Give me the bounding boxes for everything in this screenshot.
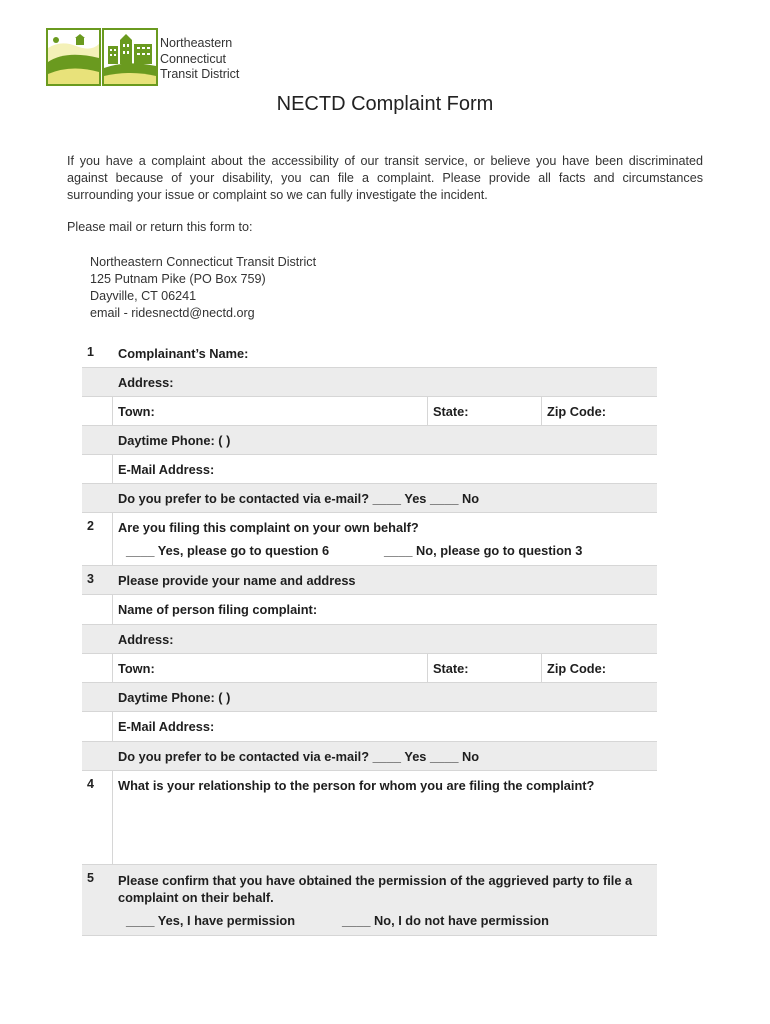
q3-name-row[interactable] [82,595,657,625]
field-label: Do you prefer to be contacted via e-mail? ____ Yes ____ No [118,749,480,764]
org-name [160,36,239,83]
address-line: 125 Putnam Pike (PO Box 759) [90,272,266,286]
q1-address-row[interactable] [82,368,657,397]
field-label: Complainant’s Name: [118,346,249,361]
field-label: Daytime Phone: ( ) [118,690,231,705]
q1-phone-row[interactable] [82,426,657,455]
q3-address-row[interactable] [82,625,657,654]
page-title: NECTD Complaint Form [276,93,494,115]
field-label: Name of person filing complaint: [118,602,318,617]
question-number: 3 [87,572,94,586]
question-text: What is your relationship to the person for whom you are filing the complaint? [118,778,595,793]
option-no[interactable]: ____ No, I do not have permission [342,913,549,928]
address-line: email - ridesnectd@nectd.org [90,306,255,320]
field-label: Daytime Phone: ( ) [118,433,231,448]
mail-instruction: Please mail or return this form to: [67,220,253,234]
cell-divider [427,397,428,425]
cell-divider [541,654,542,682]
q3-row[interactable] [82,566,657,595]
field-label: Town: [118,661,155,676]
question-number: 1 [87,345,94,359]
q1-email-row[interactable] [82,455,657,484]
field-label: E-Mail Address: [118,462,215,477]
question-text: Please confirm that you have obtained the permission of the aggrieved party to file a complaint on their behalf. [118,873,633,905]
option-yes[interactable]: ____ Yes, please go to question 6 [126,543,330,558]
cell-divider [427,654,428,682]
q3-town-row[interactable] [82,654,657,683]
field-label: State: [433,404,469,419]
org-line: Transit District [160,67,240,81]
org-line: Connecticut [160,51,227,66]
field-label: Address: [118,632,174,647]
nectd-logo [46,28,158,86]
question-text: Are you filing this complaint on your own behalf? [118,520,419,535]
address-line: Dayville, CT 06241 [90,289,197,303]
mailing-address [90,254,316,322]
complaint-form [82,339,657,936]
q4-row[interactable] [82,771,657,865]
q2-row[interactable] [82,513,657,566]
q1-town-row[interactable] [82,397,657,426]
option-yes[interactable]: ____ Yes, I have permission [126,913,296,928]
q1-contact-pref-row[interactable] [82,484,657,513]
intro-paragraph: If you have a complaint about the accessibility of our transit service, or believe you have been discriminated against because of your disability, you can file a complaint. Please provide all facts and circumstances surrounding your issue or complaint so we can fully investigate the incident. [67,154,703,202]
question-text: Please provide your name and address [118,573,356,588]
field-label: E-Mail Address: [118,719,215,734]
question-number: 5 [87,871,94,885]
field-label: Address: [118,375,174,390]
field-label: Zip Code: [547,404,606,419]
question-number: 2 [87,519,94,533]
org-line: Northeastern [160,36,233,50]
question-number: 4 [87,777,94,791]
q1-name-row[interactable] [82,339,657,368]
q3-email-row[interactable] [82,712,657,742]
option-no[interactable]: ____ No, please go to question 3 [384,543,583,558]
q5-row[interactable] [82,865,657,936]
cell-divider [541,397,542,425]
field-label: State: [433,661,469,676]
q3-contact-pref-row[interactable] [82,742,657,771]
field-label: Town: [118,404,155,419]
field-label: Zip Code: [547,661,606,676]
field-label: Do you prefer to be contacted via e-mail? ____ Yes ____ No [118,491,480,506]
q3-phone-row[interactable] [82,683,657,712]
address-line: Northeastern Connecticut Transit District [90,255,317,269]
